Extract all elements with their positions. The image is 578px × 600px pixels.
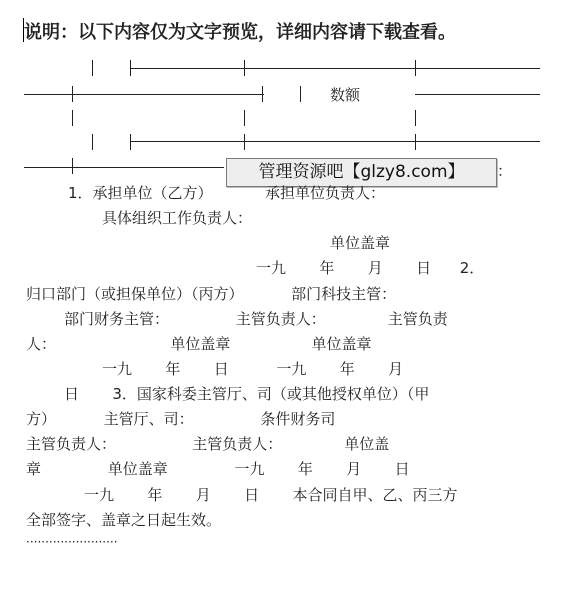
form-rule	[24, 94, 264, 95]
form-rule	[130, 68, 540, 69]
form-rule	[262, 86, 263, 102]
amount-label: 数额	[330, 86, 361, 104]
watermark-banner: 管理资源吧【glzy8.com】	[226, 158, 497, 187]
form-rule	[92, 60, 93, 76]
form-rule	[72, 158, 73, 174]
text-line: 方） 主管厅、司： 条件财务司	[26, 410, 336, 428]
text-line: 章 单位盖章 一九 年 月 日	[26, 460, 410, 478]
text-line: 具体组织工作负责人：	[102, 209, 253, 227]
form-rule	[130, 141, 540, 142]
form-rule	[244, 110, 245, 126]
form-rule	[72, 110, 73, 126]
form-rule	[415, 110, 416, 126]
form-rule	[244, 60, 245, 76]
trailing-colon: ：	[497, 162, 513, 180]
form-rule	[244, 134, 245, 150]
text-cursor	[23, 18, 24, 42]
text-line: 日 3．国家科委主管厅、司（或其他授权单位）（甲	[64, 385, 430, 403]
form-rule	[24, 167, 224, 168]
text-line: 归口部门（或担保单位）（丙方） 部门科技主管：	[26, 285, 397, 303]
preview-notice: 说明：以下内容仅为文字预览，详细内容请下载查看。	[24, 22, 456, 43]
form-rule	[72, 86, 73, 102]
text-line: 一九 年 月 日 本合同自甲、乙、丙三方	[84, 486, 458, 504]
text-line: 一九 年 日 一九 年 月	[102, 360, 404, 378]
form-rule	[415, 94, 540, 95]
form-rule	[92, 134, 93, 150]
text-line: 主管负责人： 主管负责人： 单位盖	[26, 435, 390, 453]
form-rule	[300, 86, 301, 102]
form-rule	[415, 60, 416, 76]
text-line: 单位盖章	[330, 234, 391, 252]
form-rule	[130, 134, 131, 150]
text-line: 1．承担单位（乙方） 承担单位负责人：	[68, 184, 385, 202]
ellipsis-dots: ························	[26, 535, 118, 549]
text-line: 全部签字、盖章之日起生效。	[26, 511, 222, 529]
form-rule	[415, 134, 416, 150]
text-line: 一九 年 月 日 2．	[256, 259, 485, 277]
text-line: 部门财务主管： 主管负责人： 主管负责	[64, 310, 448, 328]
text-line: 人： 单位盖章 单位盖章	[26, 335, 372, 353]
